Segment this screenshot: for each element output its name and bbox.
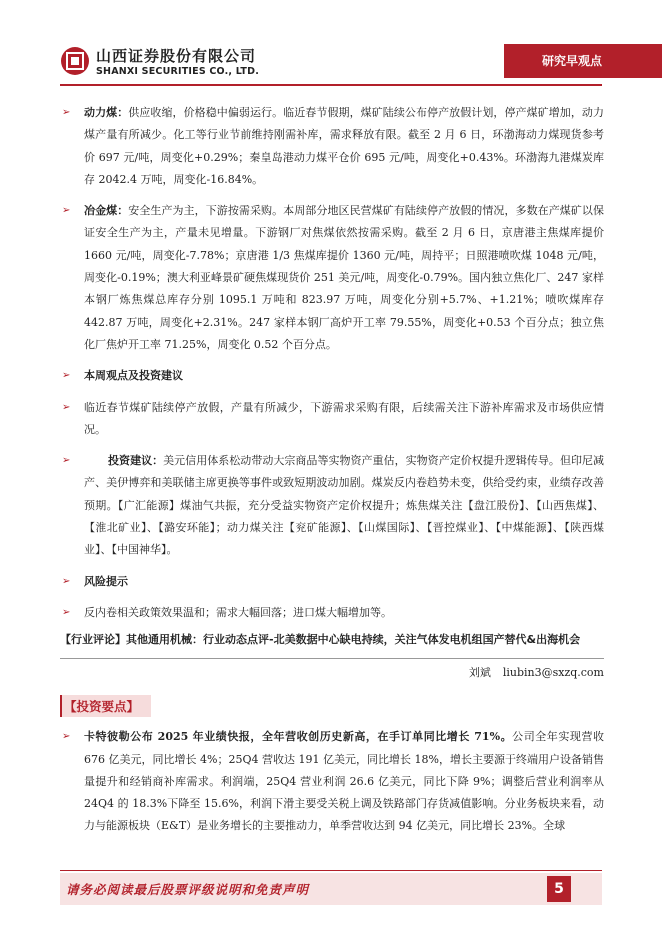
list-item — [60, 365, 604, 387]
arrow-bullet-icon: ➢ — [62, 107, 71, 118]
company-name-en: SHANXI SECURITIES CO., LTD. — [96, 66, 260, 77]
arrow-bullet-icon: ➢ — [62, 575, 71, 587]
point-headline: 卡特彼勒公布 2025 年业绩快报，全年营收创历史新高，在手订单同比增长 71%。 — [84, 730, 513, 744]
advice-text: 美元信用体系松动带动大宗商品等实物资产重估，实物资产定价权提升逻辑传导。但印尼减产、美伊博弈和美联储主席更换等事件或致短期波动加剧。煤炭反内卷趋势未变，供给受约束，业绩存改善预期。【广汇能源】煤油气共振，充分受益实物资产定价权提升；炼焦煤关注【盘江股份】、【山西焦煤】、【淮北矿业】、【潞安环能】；动力煤关注【兖矿能源】、【山煤国际】、【晋控煤业】、【中煤能源】、【陕西煤业】、【中国神华】。 — [84, 454, 605, 557]
company-logo-icon — [60, 46, 90, 76]
view-text: 临近春节煤矿陆续停产放假，产量有所减少，下游需求采购有限，后续需关注下游补库需求及市场供应情况。 — [84, 400, 604, 436]
risk-title: 风险提示 — [84, 574, 128, 588]
list-item — [60, 450, 604, 561]
page-number: 5 — [547, 876, 571, 902]
list-item — [60, 397, 604, 442]
arrow-bullet-icon: ➢ — [62, 401, 71, 413]
item-text: 安全生产为主，下游按需采购。本周部分地区民营煤矿有陆续停产放假的情况，多数在产煤矿以保证安全生产为主，产量未见增量。下游钢厂对焦煤依然按需采购。截至 2 月 6 日，京唐港主焦煤库提价 1660 元/吨，周变化-7.78%；京唐港 1/3 焦煤库提价 1360 元/吨，周持平；日照港喷吹煤 1048 元/吨，周变化-0.19%；澳大利亚峰景矿硬焦煤现货价 251 美元/吨，周变化-0.79%。国内独立焦化厂、247 家样本钢厂炼焦煤总库存分别 1095.1 万吨和 823.97 万吨，周变化分别+5.7%、+1.21%；喷吹煤库存 442.87 万吨，周变化+2.31%。247 家样本钢厂高炉开工率 79.55%，周变化+0.53 个百分点；独立焦化厂焦炉开工率 71.25%，周变化 0.52 个百分点。 — [84, 204, 605, 351]
company-name-cn: 山西证券股份有限公司 — [96, 47, 257, 65]
author-name: 刘斌 — [468, 666, 491, 680]
section-heading: 【投资要点】 — [60, 695, 151, 717]
footer-disclaimer: 请务必阅读最后股票评级说明和免责声明 — [66, 882, 310, 897]
header-tag: 研究早观点 — [504, 44, 662, 78]
page-header — [0, 0, 662, 88]
list-item — [60, 726, 604, 837]
point-text: 公司全年实现营收 676 亿美元，同比增长 4%；25Q4 营收达 191 亿美元，同比增长 18%，增长主要源于终端用户设备销售量提升和经销商补库需求。利润端，25Q4 营业利润 26.6 亿美元，同比下降 9%；调整后营业利润率从 24Q4 的 18.3%下降至 15.6%，利润下滑主要受关税上调及铁路部门存货减值影响。分业务板块来看，动力与能源板块（E&T）是业务增长的主要推动力，单季营收达到 94 亿美元，同比增长 23%。全球 — [84, 730, 604, 833]
page-content — [60, 102, 604, 838]
list-item — [60, 571, 604, 593]
footer-divider — [60, 870, 602, 871]
item-label: 动力煤： — [84, 106, 129, 119]
author-line — [60, 663, 604, 683]
arrow-bullet-icon: ➢ — [62, 606, 71, 618]
divider — [60, 658, 604, 659]
list-item — [60, 200, 604, 356]
header-divider — [60, 84, 602, 86]
item-text: 供应收缩，价格稳中偏弱运行。临近春节假期，煤矿陆续公布停产放假计划，停产煤矿增加，动力煤产量有所减少。化工等行业节前维持刚需补库，需求释放有限。截至 2 月 6 日，环渤海动力煤现货参考价 697 元/吨，周变化+0.29%；秦皇岛港动力煤平仓价 695 元/吨，周变化+0.43%。环渤海九港煤炭库存 2042.4 万吨，周变化-16.84%。 — [84, 106, 605, 186]
advice-label: 投资建议： — [108, 454, 164, 468]
arrow-bullet-icon: ➢ — [62, 455, 71, 467]
author-email: liubin3@sxzq.com — [502, 666, 604, 680]
item-label: 冶金煤： — [84, 204, 129, 218]
list-item — [60, 602, 604, 624]
arrow-bullet-icon: ➢ — [62, 205, 71, 217]
arrow-bullet-icon: ➢ — [62, 731, 71, 743]
industry-comment-title: 【行业评论】其他通用机械：行业动态点评-北美数据中心缺电持续，关注气体发电机组国产替代&出海机会 — [60, 633, 581, 647]
arrow-bullet-icon: ➢ — [62, 370, 71, 382]
list-item — [60, 102, 604, 191]
risk-text: 反内卷相关政策效果温和；需求大幅回落；进口煤大幅增加等。 — [84, 605, 392, 619]
view-title: 本周观点及投资建议 — [84, 369, 183, 383]
